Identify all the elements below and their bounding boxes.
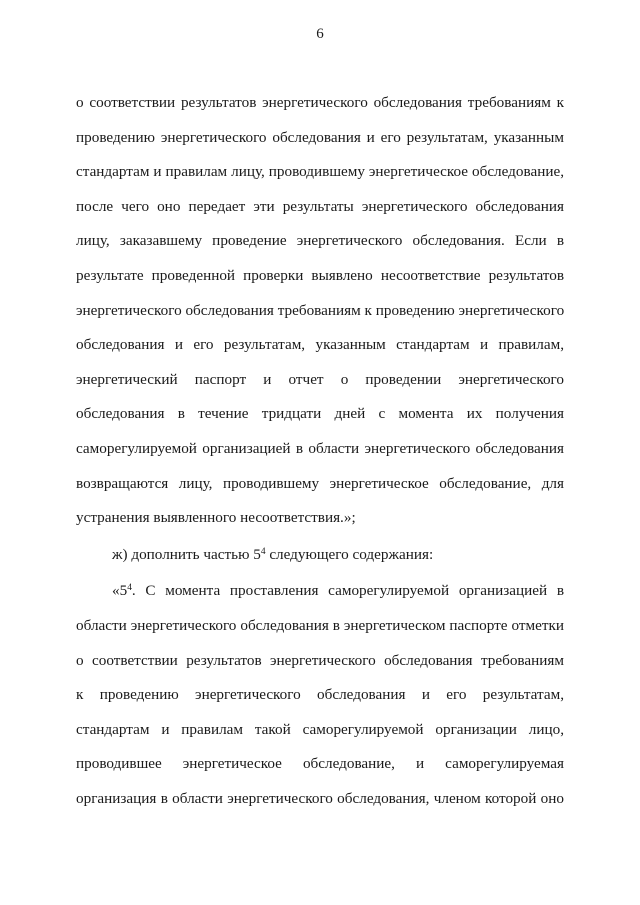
text-line: области энергетического обследования в энергетическом паспорте отметки [76,616,564,634]
text-line: саморегулируемой организацией в области энергетического обследования [76,439,564,457]
text-line: проведению энергетического обследования и его результатам, указанным [76,128,564,146]
text-line: обследования в течение тридцати дней с момента их получения [76,405,564,423]
text-line: проводившее энергетическое обследование, и саморегулируемая [76,755,564,773]
text-line: энергетический паспорт и отчет о проведении энергетического [76,370,564,388]
text-line: о соответствии результатов энергетического обследования требованиям [76,651,564,669]
text-line: энергетического обследования требованиям к проведению энергетического [76,301,565,319]
text-line: обследования и его результатам, указанным стандартам и правилам, [76,336,564,354]
text-line: устранения выявленного несоответствия.»; [76,509,356,527]
text-line: возвращаются лицу, проводившему энергетическое обследование, для [76,474,564,492]
amendment-text: следующего содержания: [265,545,434,563]
amendment-line [76,538,564,573]
page-number: 6 [316,26,324,42]
document-body [76,86,564,816]
text-line: организация в области энергетического обследования, членом которой оно [76,789,564,807]
text-line: о соответствии результатов энергетического обследования требованиям к [76,94,564,111]
text-line: результате проведенной проверки выявлено несоответствие результатов [76,266,564,284]
text-line: стандартам и правилам лицу, проводившему энергетическое обследование, [76,163,564,181]
new-part-open: «5 [112,582,128,600]
text-line: к проведению энергетического обследования и его результатам, [76,686,564,704]
part-superscript: 4 [260,546,266,557]
text-line: после чего оно передает эти результаты энергетического обследования [76,197,564,215]
part-superscript: 4 [127,583,132,594]
new-part-text: . С момента проставления саморегулируемой организацией в [131,582,564,600]
new-part-heading-line [76,574,564,609]
text-line: лицу, заказавшему проведение энергетического обследования. Если в [76,232,564,250]
amendment-text: ж) дополнить частью 5 [112,545,261,563]
text-line: стандартам и правилам такой саморегулируемой организации лицо, [76,720,564,738]
